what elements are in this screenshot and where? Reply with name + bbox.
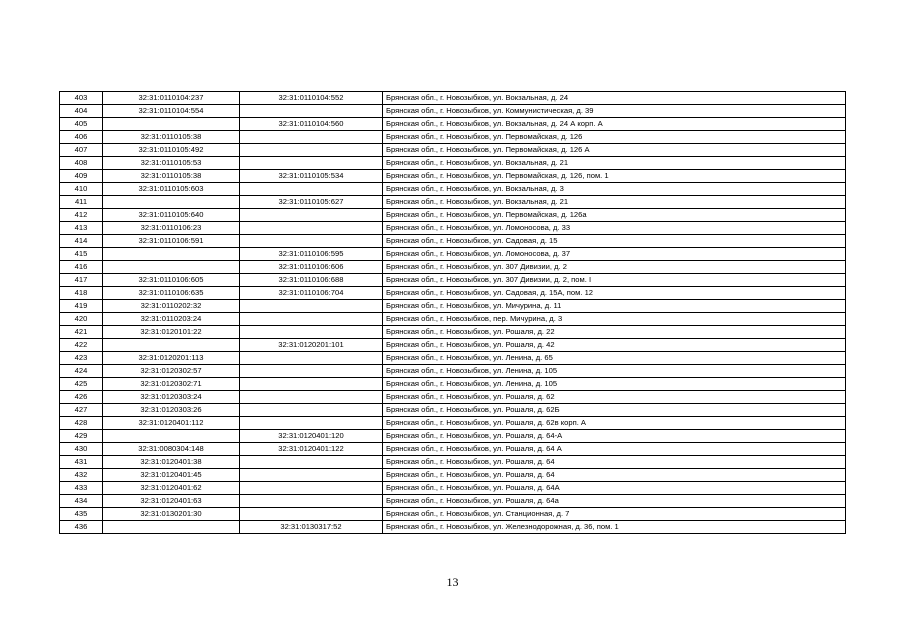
object-cadastral-number-cell	[240, 105, 383, 118]
row-number-cell: 426	[60, 391, 103, 404]
address-cell: Брянская обл., г. Новозыбков, ул. Садовая, д. 15	[383, 235, 846, 248]
object-cadastral-number-cell	[240, 326, 383, 339]
address-cell: Брянская обл., г. Новозыбков, ул. Первомайская, д. 126, пом. 1	[383, 170, 846, 183]
object-cadastral-number-cell: 32:31:0110106:704	[240, 287, 383, 300]
row-number-cell: 410	[60, 183, 103, 196]
cadastral-number-cell: 32:31:0120401:38	[103, 456, 240, 469]
address-cell: Брянская обл., г. Новозыбков, ул. Первомайская, д. 126	[383, 131, 846, 144]
row-number-cell: 433	[60, 482, 103, 495]
property-table	[59, 91, 846, 534]
address-cell: Брянская обл., г. Новозыбков, ул. Ломоносова, д. 33	[383, 222, 846, 235]
cadastral-number-cell: 32:31:0110106:23	[103, 222, 240, 235]
table-row	[60, 209, 846, 222]
row-number-cell: 409	[60, 170, 103, 183]
address-cell: Брянская обл., г. Новозыбков, ул. Рошаля, д. 62Б	[383, 404, 846, 417]
table-row	[60, 248, 846, 261]
table-row	[60, 222, 846, 235]
cadastral-number-cell: 32:31:0110105:603	[103, 183, 240, 196]
cadastral-number-cell: 32:31:0120401:112	[103, 417, 240, 430]
object-cadastral-number-cell	[240, 456, 383, 469]
table-row	[60, 443, 846, 456]
cadastral-number-cell	[103, 261, 240, 274]
address-cell: Брянская обл., г. Новозыбков, ул. Первомайская, д. 126а	[383, 209, 846, 222]
address-cell: Брянская обл., г. Новозыбков, ул. Рошаля, д. 64-А	[383, 430, 846, 443]
cadastral-number-cell	[103, 521, 240, 534]
row-number-cell: 418	[60, 287, 103, 300]
object-cadastral-number-cell	[240, 300, 383, 313]
table-row	[60, 482, 846, 495]
table-row	[60, 92, 846, 105]
cadastral-number-cell	[103, 430, 240, 443]
object-cadastral-number-cell	[240, 417, 383, 430]
table-row	[60, 521, 846, 534]
address-cell: Брянская обл., г. Новозыбков, ул. Рошаля, д. 62в корп. А	[383, 417, 846, 430]
object-cadastral-number-cell: 32:31:0120401:122	[240, 443, 383, 456]
row-number-cell: 422	[60, 339, 103, 352]
table-row	[60, 417, 846, 430]
cadastral-number-cell: 32:31:0110105:492	[103, 144, 240, 157]
table-row	[60, 300, 846, 313]
table-row	[60, 404, 846, 417]
object-cadastral-number-cell: 32:31:0120201:101	[240, 339, 383, 352]
page-number: 13	[446, 575, 459, 589]
address-cell: Брянская обл., г. Новозыбков, ул. Мичурина, д. 11	[383, 300, 846, 313]
row-number-cell: 419	[60, 300, 103, 313]
row-number-cell: 429	[60, 430, 103, 443]
table-row	[60, 105, 846, 118]
table-row	[60, 508, 846, 521]
table-row	[60, 456, 846, 469]
cadastral-number-cell: 32:31:0120302:57	[103, 365, 240, 378]
cadastral-number-cell: 32:31:0110106:635	[103, 287, 240, 300]
address-cell: Брянская обл., г. Новозыбков, ул. Ленина, д. 105	[383, 365, 846, 378]
address-cell: Брянская обл., г. Новозыбков, ул. 307 Дивизии, д. 2, пом. I	[383, 274, 846, 287]
object-cadastral-number-cell	[240, 183, 383, 196]
row-number-cell: 407	[60, 144, 103, 157]
cadastral-number-cell: 32:31:0110105:38	[103, 170, 240, 183]
table-row	[60, 131, 846, 144]
row-number-cell: 436	[60, 521, 103, 534]
address-cell: Брянская обл., г. Новозыбков, ул. Рошаля, д. 42	[383, 339, 846, 352]
object-cadastral-number-cell	[240, 313, 383, 326]
row-number-cell: 430	[60, 443, 103, 456]
address-cell: Брянская обл., г. Новозыбков, ул. Рошаля, д. 64	[383, 469, 846, 482]
row-number-cell: 408	[60, 157, 103, 170]
cadastral-number-cell: 32:31:0120401:45	[103, 469, 240, 482]
row-number-cell: 417	[60, 274, 103, 287]
cadastral-number-cell: 32:31:0130201:30	[103, 508, 240, 521]
object-cadastral-number-cell	[240, 469, 383, 482]
table-row	[60, 339, 846, 352]
address-cell: Брянская обл., г. Новозыбков, ул. Коммунистическая, д. 39	[383, 105, 846, 118]
row-number-cell: 431	[60, 456, 103, 469]
row-number-cell: 434	[60, 495, 103, 508]
object-cadastral-number-cell	[240, 391, 383, 404]
object-cadastral-number-cell	[240, 378, 383, 391]
cadastral-number-cell: 32:31:0120302:71	[103, 378, 240, 391]
cadastral-number-cell	[103, 248, 240, 261]
cadastral-number-cell: 32:31:0110105:53	[103, 157, 240, 170]
cadastral-number-cell: 32:31:0080304:148	[103, 443, 240, 456]
object-cadastral-number-cell	[240, 209, 383, 222]
row-number-cell: 403	[60, 92, 103, 105]
address-cell: Брянская обл., г. Новозыбков, ул. Первомайская, д. 126 А	[383, 144, 846, 157]
object-cadastral-number-cell	[240, 157, 383, 170]
address-cell: Брянская обл., г. Новозыбков, ул. Рошаля, д. 64А	[383, 482, 846, 495]
table-row	[60, 352, 846, 365]
object-cadastral-number-cell: 32:31:0120401:120	[240, 430, 383, 443]
cadastral-number-cell: 32:31:0120303:26	[103, 404, 240, 417]
address-cell: Брянская обл., г. Новозыбков, ул. Вокзальная, д. 3	[383, 183, 846, 196]
cadastral-number-cell: 32:31:0110106:605	[103, 274, 240, 287]
cadastral-number-cell: 32:31:0110202:32	[103, 300, 240, 313]
address-cell: Брянская обл., г. Новозыбков, ул. Вокзальная, д. 24	[383, 92, 846, 105]
address-cell: Брянская обл., г. Новозыбков, пер. Мичурина, д. 3	[383, 313, 846, 326]
cadastral-number-cell	[103, 118, 240, 131]
address-cell: Брянская обл., г. Новозыбков, ул. Ленина, д. 65	[383, 352, 846, 365]
table-row	[60, 144, 846, 157]
row-number-cell: 421	[60, 326, 103, 339]
table-row	[60, 430, 846, 443]
cadastral-number-cell: 32:31:0110105:640	[103, 209, 240, 222]
row-number-cell: 427	[60, 404, 103, 417]
address-cell: Брянская обл., г. Новозыбков, ул. Рошаля, д. 22	[383, 326, 846, 339]
object-cadastral-number-cell: 32:31:0110106:606	[240, 261, 383, 274]
table-row	[60, 196, 846, 209]
object-cadastral-number-cell	[240, 144, 383, 157]
address-cell: Брянская обл., г. Новозыбков, ул. Вокзальная, д. 24 А корп. А	[383, 118, 846, 131]
row-number-cell: 412	[60, 209, 103, 222]
object-cadastral-number-cell: 32:31:0110104:552	[240, 92, 383, 105]
object-cadastral-number-cell	[240, 365, 383, 378]
cadastral-number-cell: 32:31:0110104:237	[103, 92, 240, 105]
cadastral-number-cell	[103, 196, 240, 209]
object-cadastral-number-cell	[240, 352, 383, 365]
cadastral-number-cell: 32:31:0120201:113	[103, 352, 240, 365]
row-number-cell: 405	[60, 118, 103, 131]
cadastral-number-cell: 32:31:0120401:63	[103, 495, 240, 508]
row-number-cell: 423	[60, 352, 103, 365]
table-row	[60, 391, 846, 404]
row-number-cell: 406	[60, 131, 103, 144]
cadastral-number-cell: 32:31:0120303:24	[103, 391, 240, 404]
cadastral-number-cell: 32:31:0110106:591	[103, 235, 240, 248]
row-number-cell: 411	[60, 196, 103, 209]
row-number-cell: 435	[60, 508, 103, 521]
cadastral-number-cell: 32:31:0110203:24	[103, 313, 240, 326]
table-row	[60, 365, 846, 378]
row-number-cell: 413	[60, 222, 103, 235]
table-row	[60, 183, 846, 196]
table-row	[60, 274, 846, 287]
address-cell: Брянская обл., г. Новозыбков, ул. Ломоносова, д. 37	[383, 248, 846, 261]
table-row	[60, 313, 846, 326]
object-cadastral-number-cell	[240, 508, 383, 521]
address-cell: Брянская обл., г. Новозыбков, ул. Вокзальная, д. 21	[383, 196, 846, 209]
address-cell: Брянская обл., г. Новозыбков, ул. Рошаля, д. 64 А	[383, 443, 846, 456]
table-row	[60, 118, 846, 131]
address-cell: Брянская обл., г. Новозыбков, ул. Вокзальная, д. 21	[383, 157, 846, 170]
cadastral-number-cell: 32:31:0110105:38	[103, 131, 240, 144]
object-cadastral-number-cell	[240, 235, 383, 248]
object-cadastral-number-cell: 32:31:0110104:560	[240, 118, 383, 131]
table-row	[60, 326, 846, 339]
object-cadastral-number-cell: 32:31:0110106:595	[240, 248, 383, 261]
row-number-cell: 425	[60, 378, 103, 391]
table-row	[60, 495, 846, 508]
row-number-cell: 424	[60, 365, 103, 378]
object-cadastral-number-cell	[240, 495, 383, 508]
object-cadastral-number-cell: 32:31:0110106:688	[240, 274, 383, 287]
address-cell: Брянская обл., г. Новозыбков, ул. Ленина, д. 105	[383, 378, 846, 391]
cadastral-number-cell	[103, 339, 240, 352]
address-cell: Брянская обл., г. Новозыбков, ул. Садовая, д. 15А, пом. 12	[383, 287, 846, 300]
address-cell: Брянская обл., г. Новозыбков, ул. Станционная, д. 7	[383, 508, 846, 521]
address-cell: Брянская обл., г. Новозыбков, ул. Рошаля, д. 64	[383, 456, 846, 469]
row-number-cell: 414	[60, 235, 103, 248]
row-number-cell: 428	[60, 417, 103, 430]
row-number-cell: 415	[60, 248, 103, 261]
cadastral-number-cell: 32:31:0110104:554	[103, 105, 240, 118]
address-cell: Брянская обл., г. Новозыбков, ул. Железнодорожная, д. 36, пом. 1	[383, 521, 846, 534]
object-cadastral-number-cell: 32:31:0110105:534	[240, 170, 383, 183]
table-row	[60, 287, 846, 300]
cadastral-number-cell: 32:31:0120401:62	[103, 482, 240, 495]
row-number-cell: 416	[60, 261, 103, 274]
cadastral-number-cell: 32:31:0120101:22	[103, 326, 240, 339]
object-cadastral-number-cell: 32:31:0110105:627	[240, 196, 383, 209]
address-cell: Брянская обл., г. Новозыбков, ул. Рошаля, д. 64а	[383, 495, 846, 508]
table-row	[60, 157, 846, 170]
property-table-body	[60, 92, 846, 534]
table-row	[60, 235, 846, 248]
table-row	[60, 261, 846, 274]
object-cadastral-number-cell: 32:31:0130317:52	[240, 521, 383, 534]
address-cell: Брянская обл., г. Новозыбков, ул. 307 Дивизии, д. 2	[383, 261, 846, 274]
row-number-cell: 420	[60, 313, 103, 326]
object-cadastral-number-cell	[240, 482, 383, 495]
table-row	[60, 469, 846, 482]
row-number-cell: 432	[60, 469, 103, 482]
object-cadastral-number-cell	[240, 404, 383, 417]
address-cell: Брянская обл., г. Новозыбков, ул. Рошаля, д. 62	[383, 391, 846, 404]
object-cadastral-number-cell	[240, 131, 383, 144]
table-row	[60, 378, 846, 391]
row-number-cell: 404	[60, 105, 103, 118]
table-row	[60, 170, 846, 183]
object-cadastral-number-cell	[240, 222, 383, 235]
